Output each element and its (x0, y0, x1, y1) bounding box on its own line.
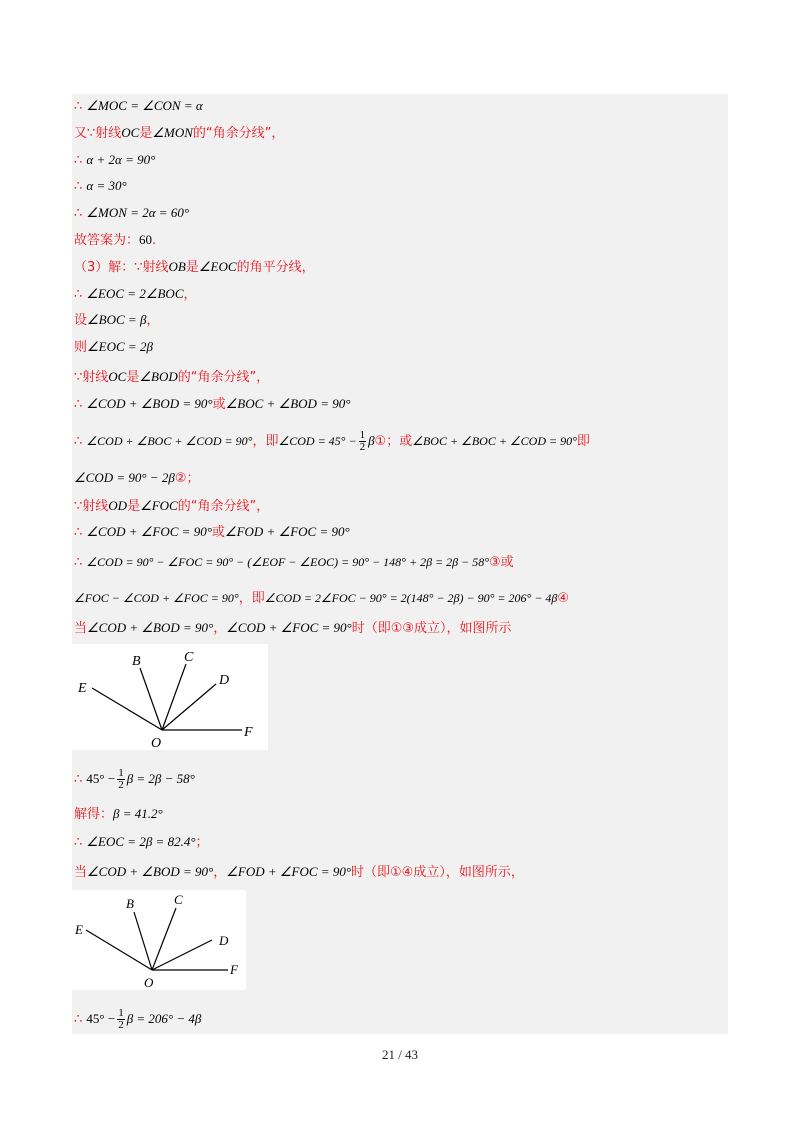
fraction-denominator: 2 (118, 1019, 124, 1031)
label-O: O (144, 975, 154, 990)
math: ∠COD = 45° − (278, 434, 357, 448)
label-E: E (78, 681, 87, 696)
equation: α = 30° (86, 178, 127, 193)
solution-line-13 (74, 430, 590, 453)
text: ， (213, 621, 227, 636)
fraction (117, 768, 125, 791)
solution-line-10 (74, 339, 153, 356)
label-O: O (151, 736, 162, 750)
math: OC (121, 125, 140, 140)
therefore-symbol: ∴ (74, 772, 87, 787)
solution-line-4 (74, 178, 127, 195)
fraction-numerator: 1 (359, 429, 366, 441)
math: ∠COD = 2∠FOC − 90° = 2(148° − 2β) − 90° = 206° − 4β (264, 591, 558, 605)
text: 故答案为： (74, 233, 140, 248)
ray-OD (152, 940, 212, 970)
text: ， (183, 287, 197, 302)
solution-line-2 (74, 125, 284, 142)
math: ∠COD + ∠BOC + ∠COD = 90° (86, 434, 253, 448)
ray-OE (92, 688, 162, 730)
therefore-symbol: ∴ (74, 835, 87, 850)
fraction-denominator: 2 (359, 441, 366, 453)
math: OB (168, 259, 186, 274)
solution-line-16 (74, 524, 350, 541)
equation: ∠MOC = ∠CON = α (86, 98, 203, 113)
solution-line-9 (74, 312, 159, 329)
text: 是 (185, 260, 199, 275)
therefore-symbol: ∴ (74, 434, 87, 449)
text: . (152, 233, 157, 248)
solution-line-11 (74, 369, 269, 386)
text: 当 (74, 621, 88, 636)
text: ③或 (489, 555, 514, 570)
text: ， (213, 865, 227, 880)
text: 的“角余分线”， (177, 499, 270, 514)
ray-OC (152, 908, 176, 970)
solution-line-20 (74, 768, 195, 791)
angle-diagram-2 (72, 890, 246, 990)
math: ∠BOC + ∠BOD = 90° (225, 396, 351, 411)
text: ②； (174, 471, 200, 486)
therefore-symbol: ∴ (74, 153, 87, 168)
ray-OE (86, 930, 152, 970)
text: 当 (74, 865, 88, 880)
solution-line-23 (74, 864, 524, 881)
text: ∵射线 (74, 370, 109, 385)
therefore-symbol: ∴ (74, 206, 87, 221)
label-C: C (174, 892, 183, 907)
text: 的角平分线， (236, 260, 315, 275)
math: ∠COD + ∠BOD = 90° (86, 396, 213, 411)
math: ∠FOC − ∠COD + ∠FOC = 90° (74, 591, 239, 605)
therefore-symbol: ∴ (74, 397, 87, 412)
text: ①；或 (374, 434, 413, 449)
text: 是 (126, 370, 140, 385)
angle-figure-2 (72, 890, 246, 990)
therefore-symbol: ∴ (74, 555, 87, 570)
solution-line-1 (74, 98, 203, 115)
math: ∠FOD + ∠FOC = 90° (226, 864, 352, 879)
math: ∠EOC (198, 259, 237, 274)
math: ∠COD + ∠BOD = 90° (87, 864, 214, 879)
math: 45° − (86, 1011, 116, 1026)
text: 设 (74, 313, 88, 328)
text: 又∵射线 (74, 126, 122, 141)
math: ∠BOC + ∠BOC + ∠COD = 90° (412, 434, 577, 448)
label-F: F (244, 725, 253, 740)
math: 45° − (86, 771, 116, 786)
solution-line-24 (74, 1008, 201, 1031)
math: β (368, 433, 375, 448)
text: ④ (557, 591, 570, 606)
math: ∠COD + ∠FOC = 90° (226, 620, 352, 635)
label-D: D (219, 673, 230, 688)
fraction (359, 430, 367, 453)
equation: α + 2α = 90° (86, 152, 156, 167)
solution-line-21 (74, 806, 163, 823)
math: ∠EOC = 2β = 82.4° (86, 834, 196, 849)
label-D: D (219, 933, 229, 948)
math: β = 2β − 58° (126, 771, 195, 786)
ray-OB (140, 668, 162, 730)
solution-line-18 (74, 590, 569, 607)
solution-line-19 (74, 620, 512, 637)
solution-line-7 (74, 259, 315, 276)
label-E: E (75, 922, 83, 937)
text: 或 (212, 397, 226, 412)
answer-line (74, 232, 156, 249)
label-B: B (126, 896, 134, 911)
fraction-numerator: 1 (118, 1007, 124, 1019)
math: ∠COD + ∠BOD = 90° (87, 620, 214, 635)
label-C: C (184, 650, 194, 665)
text: ； (195, 835, 209, 850)
math: ∠MON (152, 125, 193, 140)
solution-line-15 (74, 498, 269, 515)
therefore-symbol: ∴ (74, 1012, 87, 1027)
text: ∵射线 (74, 499, 109, 514)
math: OC (108, 369, 127, 384)
math: ∠FOD + ∠FOC = 90° (224, 524, 350, 539)
math: β = 41.2° (113, 806, 163, 821)
therefore-symbol: ∴ (74, 525, 87, 540)
text: 时（即①④成立），如图所示， (351, 865, 524, 880)
text: ，即 (238, 591, 265, 606)
fraction-numerator: 1 (118, 767, 124, 779)
fraction (117, 1008, 125, 1031)
solution-line-14 (74, 470, 199, 487)
math: ∠COD + ∠FOC = 90° (86, 524, 212, 539)
angle-diagram-1 (72, 644, 268, 750)
text: 的“角余分线”， (192, 126, 285, 141)
label-F: F (230, 962, 238, 977)
solution-line-17 (74, 554, 514, 571)
math: ∠FOC (140, 498, 178, 513)
math: ∠COD = 90° − ∠FOC = 90° − (∠EOF − ∠EOC) = 90° − 148° + 2β = 2β − 58° (86, 555, 490, 569)
math: ∠COD = 90° − 2β (74, 470, 175, 485)
equation: ∠MON = 2α = 60° (86, 205, 190, 220)
text: 的“角余分线”， (177, 370, 270, 385)
text: 或 (211, 525, 225, 540)
text: ， (146, 313, 160, 328)
equation: ∠EOC = 2β (87, 339, 153, 354)
text: （3）解：∵射线 (74, 260, 169, 275)
page-number: 21 / 43 (381, 1047, 419, 1062)
text: 是 (127, 499, 141, 514)
solution-line-3 (74, 152, 155, 169)
therefore-symbol: ∴ (74, 99, 87, 114)
equation: ∠EOC = 2∠BOC (86, 286, 184, 301)
text: 是 (139, 126, 153, 141)
solution-line-12 (74, 396, 350, 413)
answer-value: 60 (139, 232, 153, 247)
math: OD (108, 498, 128, 513)
math: ∠BOD (139, 369, 178, 384)
text: ，即 (252, 434, 279, 449)
solution-line-8 (74, 286, 197, 303)
solution-line-22 (74, 834, 209, 851)
label-B: B (132, 654, 141, 669)
therefore-symbol: ∴ (74, 287, 87, 302)
equation: ∠BOC = β (87, 312, 147, 327)
angle-figure-1 (72, 644, 268, 750)
solution-line-5 (74, 205, 189, 222)
therefore-symbol: ∴ (74, 179, 87, 194)
text: 解得： (74, 807, 114, 822)
text: 即 (576, 434, 590, 449)
math: β = 206° − 4β (126, 1011, 202, 1026)
fraction-denominator: 2 (118, 779, 124, 791)
text: 则 (74, 340, 88, 355)
text: 时（即①③成立），如图所示 (351, 621, 512, 636)
